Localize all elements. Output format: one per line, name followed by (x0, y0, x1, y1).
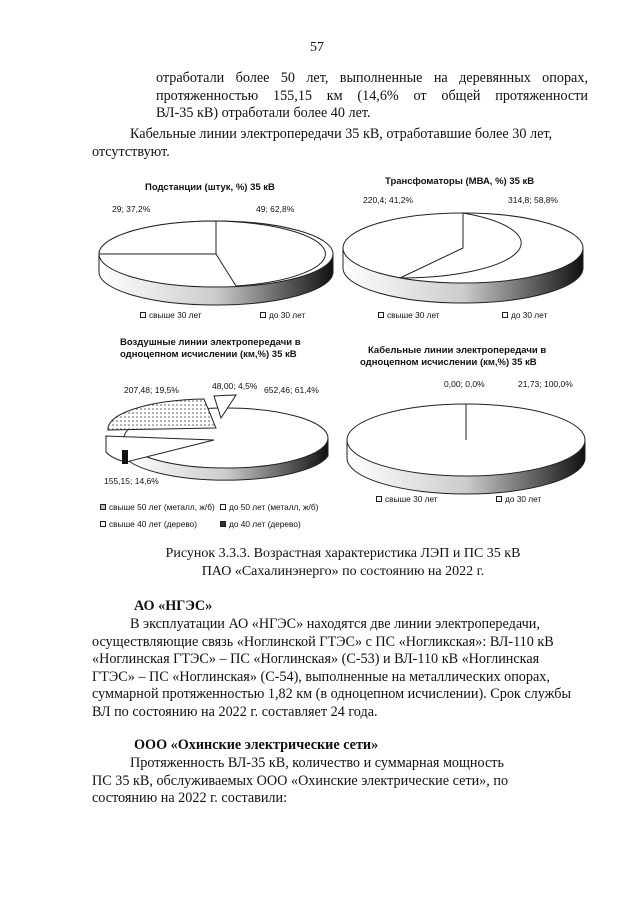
chart-label-overhead-under50: 48,00; 4,5% (212, 381, 258, 391)
section-paragraph-nges (92, 616, 588, 721)
chart-label-overhead-over50: 207,48; 19,5% (124, 385, 179, 395)
legend-swatch (100, 504, 106, 510)
paragraph-line: ВЛ по состоянию на 2022 г. составляет 24 года. (92, 703, 378, 720)
chart-title-cable-lines (360, 345, 546, 369)
legend-swatch (502, 312, 508, 318)
chart-title-line: Воздушные линии электропередачи в (120, 337, 301, 348)
paragraph-line: состоянию на 2022 г. составили: (92, 790, 288, 806)
chart-label-cable-over30: 0,00; 0,0% (444, 379, 485, 389)
intro-paragraph (156, 70, 588, 123)
chart-label-transformers-under30: 314,8; 58,8% (508, 195, 559, 205)
cable-line: Кабельные линии электропередачи 35 кВ, отработавшие более 30 лет, (130, 126, 553, 142)
legend-item-over30: свыше 30 лет (140, 310, 202, 320)
legend-item-under40-wood: до 40 лет (дерево) (220, 519, 301, 529)
paragraph-line: В эксплуатации АО «НГЭС» находятся две линии электропередачи, (130, 616, 540, 632)
legend-item-over40-wood: свыше 40 лет (дерево) (100, 519, 197, 529)
chart-label-substations-under30: 49; 62,8% (256, 204, 295, 214)
section-paragraph-okhinsk (92, 755, 588, 808)
chart-title-substations: Подстанции (штук, %) 35 кВ (145, 182, 275, 193)
legend-swatch (496, 496, 502, 502)
paragraph-line: Протяженность ВЛ-35 кВ, количество и суммарная мощность (130, 755, 504, 771)
legend-swatch (220, 521, 226, 527)
chart-label-substations-over30: 29; 37,2% (112, 204, 151, 214)
legend-item-over30: свыше 30 лет (378, 310, 440, 320)
chart-label-overhead-wood-under40: 652,46; 61,4% (264, 385, 319, 395)
legend-swatch (376, 496, 382, 502)
caption-line: ПАО «Сахалинэнерго» по состоянию на 2022 г. (201, 564, 485, 579)
intro-line: отработали более 50 лет, выполненные на деревянных опорах, (156, 70, 588, 86)
pie-chart-substations (96, 212, 336, 312)
caption-line: Рисунок 3.3.3. Возрастная характеристика ЛЭП и ПС 35 кВ (165, 546, 521, 561)
legend-item-under30: до 30 лет (502, 310, 547, 320)
section-heading-nges: АО «НГЭС» (134, 598, 213, 614)
chart-title-line: одноцепном исчислении (км,%) 35 кВ (360, 357, 537, 368)
paragraph-line: осуществляющие связь «Ноглинской ГТЭС» с ПС «Ногликская»: ВЛ-110 кВ (92, 633, 554, 650)
paragraph-line: «Ноглинская ГТЭС» – ПС «Ноглинская» (С-53) и ВЛ-110 кВ «Ноглинская (92, 651, 540, 667)
pie-chart-cable-lines (344, 395, 588, 495)
pie-chart-overhead-lines (96, 388, 336, 488)
cable-line: отсутствуют. (92, 143, 170, 160)
pie-chart-transformers (340, 206, 586, 306)
legend-item-under50-metal: до 50 лет (металл, ж/б) (220, 502, 318, 512)
chart-title-overhead-lines (120, 337, 301, 361)
paragraph-line: ПС 35 кВ, обслуживаемых ООО «Охинские электрические сети», по (92, 772, 509, 789)
paragraph-line: ГТЭС» – ПС «Ноглинская» (С-54), выполненные на металлических опорах, (92, 668, 550, 685)
legend-swatch (378, 312, 384, 318)
figure-caption (0, 545, 634, 581)
section-heading-okhinsk: ООО «Охинские электрические сети» (134, 737, 379, 753)
legend-item-under30: до 30 лет (496, 494, 541, 504)
legend-swatch (260, 312, 266, 318)
chart-title-line: Кабельные линии электропередачи в (368, 345, 547, 356)
legend-swatch (220, 504, 226, 510)
page-number: 57 (310, 40, 324, 55)
chart-label-overhead-wood-over40: 155,15; 14,6% (104, 476, 159, 486)
pie-slice-wood-under40 (122, 450, 128, 464)
legend-swatch (140, 312, 146, 318)
intro-line: ВЛ-35 кВ) отработали более 40 лет. (156, 105, 371, 121)
chart-title-transformers: Трансфоматоры (МВА, %) 35 кВ (385, 176, 535, 187)
chart-label-cable-under30: 21,73; 100,0% (518, 379, 573, 389)
pie-slice-over30 (99, 221, 216, 254)
paragraph-line: суммарной протяженностью 1,82 км (в одноцепном исчислении). Срок службы (92, 686, 571, 702)
legend-item-over30: свыше 30 лет (376, 494, 438, 504)
legend-item-over50-metal: свыше 50 лет (металл, ж/б) (100, 502, 215, 512)
legend-swatch (100, 521, 106, 527)
chart-title-line: одноцепном исчислении (км,%) 35 кВ (120, 349, 297, 360)
cable-paragraph (92, 126, 588, 161)
legend-item-under30: до 30 лет (260, 310, 305, 320)
pie-slice-over50 (108, 399, 216, 430)
chart-label-transformers-over30: 220,4; 41,2% (363, 195, 414, 205)
intro-line: протяженностью 155,15 км (14,6% от общей протяженности (156, 87, 588, 104)
